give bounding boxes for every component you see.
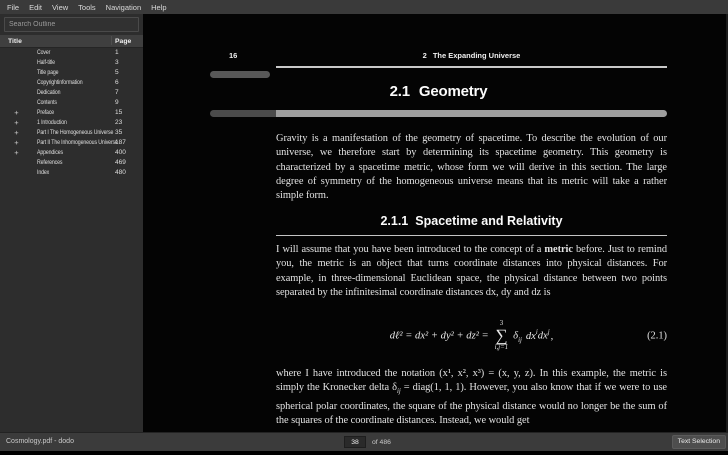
outline-item-index[interactable] [0, 168, 143, 178]
outline-column-page[interactable]: Page [115, 38, 132, 45]
outline-item-label: 1 Introduction [37, 119, 67, 126]
equation-body: dℓ² = dx² + dy² + dz² = 3 ∑ i,j=1 $\delta_{ij}$ $dx^idx^j$, [389, 320, 554, 351]
folio-page-number: 16 [229, 51, 238, 60]
text-selection-button[interactable]: Text Selection [672, 435, 726, 449]
pdf-page-view[interactable] [143, 14, 728, 432]
document-title: Cosmology.pdf - dodo [6, 438, 74, 445]
outline-item-page: 6 [115, 79, 119, 86]
menu-item-navigation[interactable]: Navigation [105, 2, 142, 12]
outline-item-page: 7 [115, 89, 119, 96]
outline-column-title[interactable]: Title [8, 38, 22, 45]
menu-item-edit[interactable]: Edit [29, 2, 43, 12]
section-number: 2.1 [389, 83, 410, 100]
section-heading [210, 83, 667, 100]
folio-bar [210, 71, 270, 78]
outline-sidebar [0, 14, 143, 432]
outline-search-input[interactable] [4, 17, 139, 32]
outline-item-page: 23 [115, 119, 123, 126]
outline-item-references[interactable] [0, 158, 143, 168]
column-divider [111, 36, 112, 45]
outline-item-label: Preface [37, 109, 55, 116]
outline-item-label: Half-title [37, 59, 55, 66]
outline-item-label: Part II The Inhomogeneous Universe [37, 139, 118, 146]
outline-item-dedication[interactable] [0, 88, 143, 98]
status-bar [0, 432, 728, 451]
outline-item-page: 1 [115, 49, 119, 56]
menu-item-help[interactable]: Help [151, 2, 167, 12]
equation-number: (2.1) [647, 330, 667, 342]
outline-item-label: Cover [37, 49, 51, 56]
outline-item-page: 9 [115, 99, 119, 106]
tree-expander-icon [12, 58, 21, 68]
outline-item-label: Contents [37, 99, 57, 106]
tree-expander-icon [12, 98, 21, 108]
outline-item-part-1[interactable] [0, 128, 143, 138]
outline-item-title-page[interactable] [0, 68, 143, 78]
summation-symbol: 3 ∑ i,j=1 [494, 320, 509, 351]
menu-item-view[interactable]: View [52, 2, 69, 12]
tree-expander-icon [12, 88, 21, 98]
tree-expander-icon[interactable]: + [14, 138, 19, 147]
outline-item-introduction[interactable] [0, 118, 143, 128]
chapter-title: The Expanding Universe [432, 51, 521, 60]
tree-expander-icon [12, 78, 21, 88]
outline-item-part-2[interactable] [0, 138, 143, 148]
equation-2-1 [276, 321, 667, 352]
outline-item-label: Appendices [37, 149, 63, 156]
outline-item-label: Part I The Homogeneous Universe [37, 129, 114, 136]
subsection-rule [276, 235, 667, 236]
outline-item-label: Copyrightinformation [37, 79, 83, 86]
menu-bar [0, 0, 728, 14]
running-head-rule [276, 66, 667, 68]
outline-item-page: 5 [115, 69, 119, 76]
tree-expander-icon [12, 68, 21, 78]
outline-item-label: Title page [37, 69, 59, 76]
outline-item-appendices[interactable] [0, 148, 143, 158]
outline-item-copyright[interactable] [0, 78, 143, 88]
section-bar-right [276, 110, 667, 117]
tree-expander-icon[interactable]: + [14, 148, 19, 157]
outline-item-contents[interactable] [0, 98, 143, 108]
outline-item-preface[interactable] [0, 108, 143, 118]
outline-item-page: 480 [115, 169, 126, 176]
body-paragraph: I will assume that you have been introduced to the concept of a metric before. Just to remind you, the metric is an object that turns coordinate distances into physical distances. For example, in three-dimensional Euclidean space, the physical distance between two points separated by the infinitesimal coordinate distances dx, dy and dz is [276, 244, 667, 298]
tree-expander-icon[interactable]: + [14, 118, 19, 127]
section-title: Geometry [418, 83, 488, 100]
closing-paragraph: where I have introduced the notation (x¹, x², x³) = (x, y, z). In this example, the metric is simply the Kronecker delta $\delta_{ij}$ = diag(1, 1, 1). However, you also know that if we were to use spherical polar coordinates, the square of the physical distance would no longer be the sum of the squares of the coordinate distances. Instead, we would get [276, 368, 667, 426]
outline-item-page: 469 [115, 159, 126, 166]
intro-paragraph: Gravity is a manifestation of the geometry of spacetime. To describe the evolution of our universe, we therefore start by determining its spacetime geometry. This geometry is characterized by a spacetime metric, whose form we will derive in this section. The large degree of symmetry of the homogeneous universe means that its metric will take a rather simple form. [276, 133, 667, 202]
subsection-title: Spacetime and Relativity [415, 214, 563, 228]
chapter-number: 2 [422, 51, 427, 60]
outline-item-cover[interactable] [0, 48, 143, 58]
tree-expander-icon [12, 168, 21, 178]
subsection-heading [276, 214, 667, 228]
outline-item-half-title[interactable] [0, 58, 143, 68]
tree-expander-icon[interactable]: + [14, 108, 19, 117]
outline-header [0, 35, 143, 48]
page-count-label: of 486 [372, 439, 391, 446]
outline-item-label: Index [37, 169, 50, 176]
subsection-number: 2.1.1 [380, 214, 409, 228]
outline-item-page: 3 [115, 59, 119, 66]
tree-expander-icon[interactable]: + [14, 128, 19, 137]
outline-item-label: Dedication [37, 89, 61, 96]
tree-expander-icon [12, 48, 21, 58]
outline-item-page: 15 [115, 109, 123, 116]
outline-item-page: 35 [115, 129, 123, 136]
outline-tree [0, 48, 143, 178]
menu-item-tools[interactable]: Tools [78, 2, 96, 12]
section-bar-left [210, 110, 276, 117]
bold-term-metric: metric [544, 244, 573, 255]
menu-item-file[interactable]: File [7, 2, 20, 12]
tree-expander-icon [12, 158, 21, 168]
outline-item-label: References [37, 159, 63, 166]
outline-item-page: 400 [115, 149, 126, 156]
running-head [276, 51, 667, 60]
page-number-input[interactable] [344, 436, 366, 448]
outline-item-page: 187 [115, 139, 126, 146]
